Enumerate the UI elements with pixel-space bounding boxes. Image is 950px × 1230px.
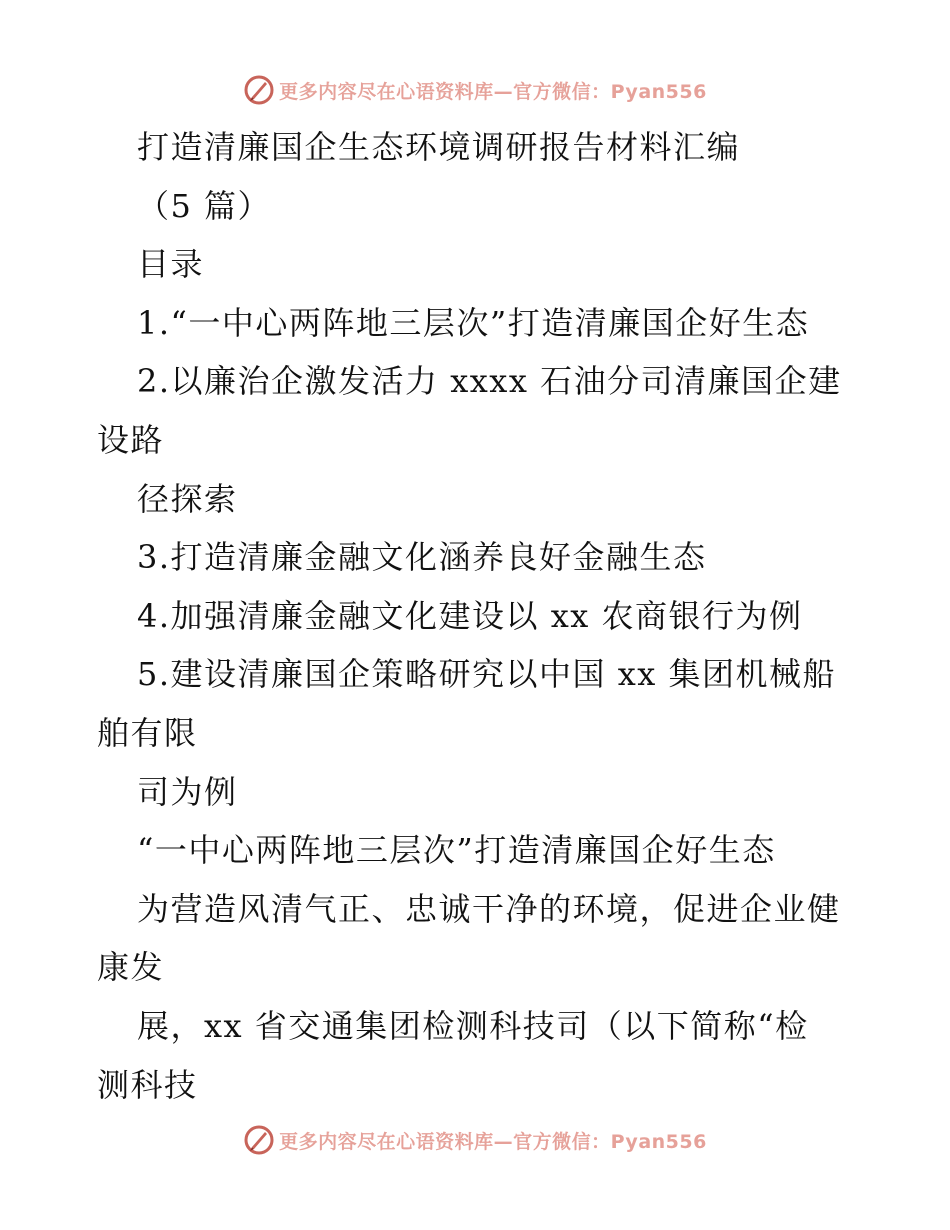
document-title: 打造清廉国企生态环境调研报告材料汇编 (137, 128, 741, 166)
toc-item-2-continued-2: 径探索 (137, 479, 238, 518)
footer-banner (0, 1120, 950, 1160)
paragraph-line: 展，xx 省交通集团检测科技司（以下简称“检 (137, 1006, 809, 1045)
toc-item-5: 5.建设清廉国企策略研究以中国 xx 集团机械船 (137, 655, 836, 694)
paragraph-line: 为营造风清气正、忠诚干净的环境，促进企业健 (137, 889, 841, 928)
quill-pen-circle-logo-icon (243, 1124, 275, 1156)
toc-item-4: 4.加强清廉金融文化建设以 xx 农商银行为例 (137, 596, 803, 635)
paragraph-line: 康发 (97, 948, 165, 987)
toc-item-5-continued-2: 司为例 (137, 772, 238, 811)
document-subtitle: （5 篇） (137, 186, 272, 225)
header-banner (0, 70, 950, 110)
section-heading: “一中心两阵地三层次”打造清廉国企好生态 (137, 831, 776, 870)
quill-pen-circle-logo-icon (243, 74, 275, 106)
toc-item-3: 3.打造清廉金融文化涵养良好金融生态 (137, 538, 707, 577)
footer-banner-text: 更多内容尽在心语资料库—官方微信：Pyan556 (279, 1130, 707, 1153)
toc-item-2: 2.以廉治企激发活力 xxxx 石油分司清廉国企建 (137, 362, 842, 401)
toc-item-2-continued: 设路 (97, 420, 165, 459)
paragraph-line: 测科技 (97, 1065, 198, 1104)
header-banner-text: 更多内容尽在心语资料库—官方微信：Pyan556 (279, 80, 707, 103)
toc-heading: 目录 (137, 245, 205, 284)
toc-item-5-continued: 舶有限 (97, 713, 198, 752)
toc-item-1: 1.“一中心两阵地三层次”打造清廉国企好生态 (137, 303, 810, 342)
document-body (97, 118, 857, 1114)
